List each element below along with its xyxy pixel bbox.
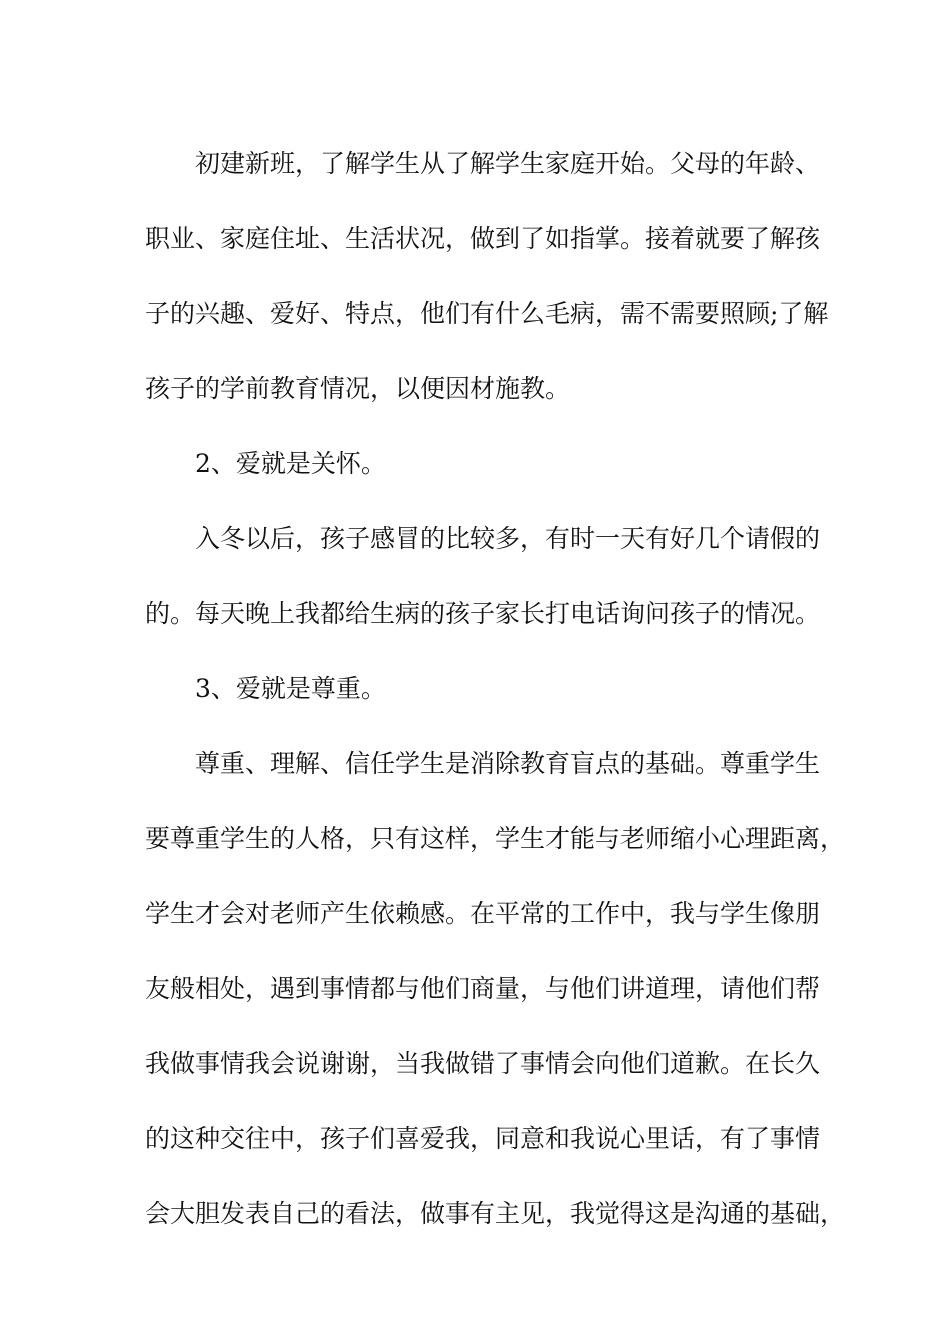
paragraph-line: 入冬以后，孩子感冒的比较多，有时一天有好几个请假的 [195, 524, 821, 553]
paragraph-line: 职业、家庭住址、生活状况，做到了如指掌。接着就要了解孩 [145, 224, 821, 253]
paragraph-line: 学生才会对老师产生依赖感。在平常的工作中，我与学生像朋 [145, 899, 821, 928]
paragraph-line: 尊重、理解、信任学生是消除教育盲点的基础。尊重学生 [195, 749, 821, 778]
section-heading: 3、爱就是尊重。 [195, 674, 386, 703]
paragraph-line: 初建新班，了解学生从了解学生家庭开始。父母的年龄、 [195, 149, 821, 178]
paragraph-line: 的这种交往中，孩子们喜爱我，同意和我说心里话，有了事情 [145, 1124, 821, 1153]
paragraph-line: 友般相处，遇到事情都与他们商量，与他们讲道理，请他们帮 [145, 974, 821, 1003]
paragraph-line: 孩子的学前教育情况，以便因材施教。 [145, 374, 571, 403]
document-body [145, 126, 846, 1251]
paragraph-line: 我做事情我会说谢谢，当我做错了事情会向他们道歉。在长久 [145, 1049, 821, 1078]
paragraph-line: 会大胆发表自己的看法，做事有主见，我觉得这是沟通的基础， [145, 1199, 846, 1228]
section-heading: 2、爱就是关怀。 [195, 449, 386, 478]
paragraph-line: 的。每天晚上我都给生病的孩子家长打电话询问孩子的情况。 [145, 599, 821, 628]
paragraph-line: 子的兴趣、爱好、特点，他们有什么毛病，需不需要照顾;了解 [145, 299, 829, 328]
paragraph-line: 要尊重学生的人格，只有这样，学生才能与老师缩小心理距离， [145, 824, 846, 853]
